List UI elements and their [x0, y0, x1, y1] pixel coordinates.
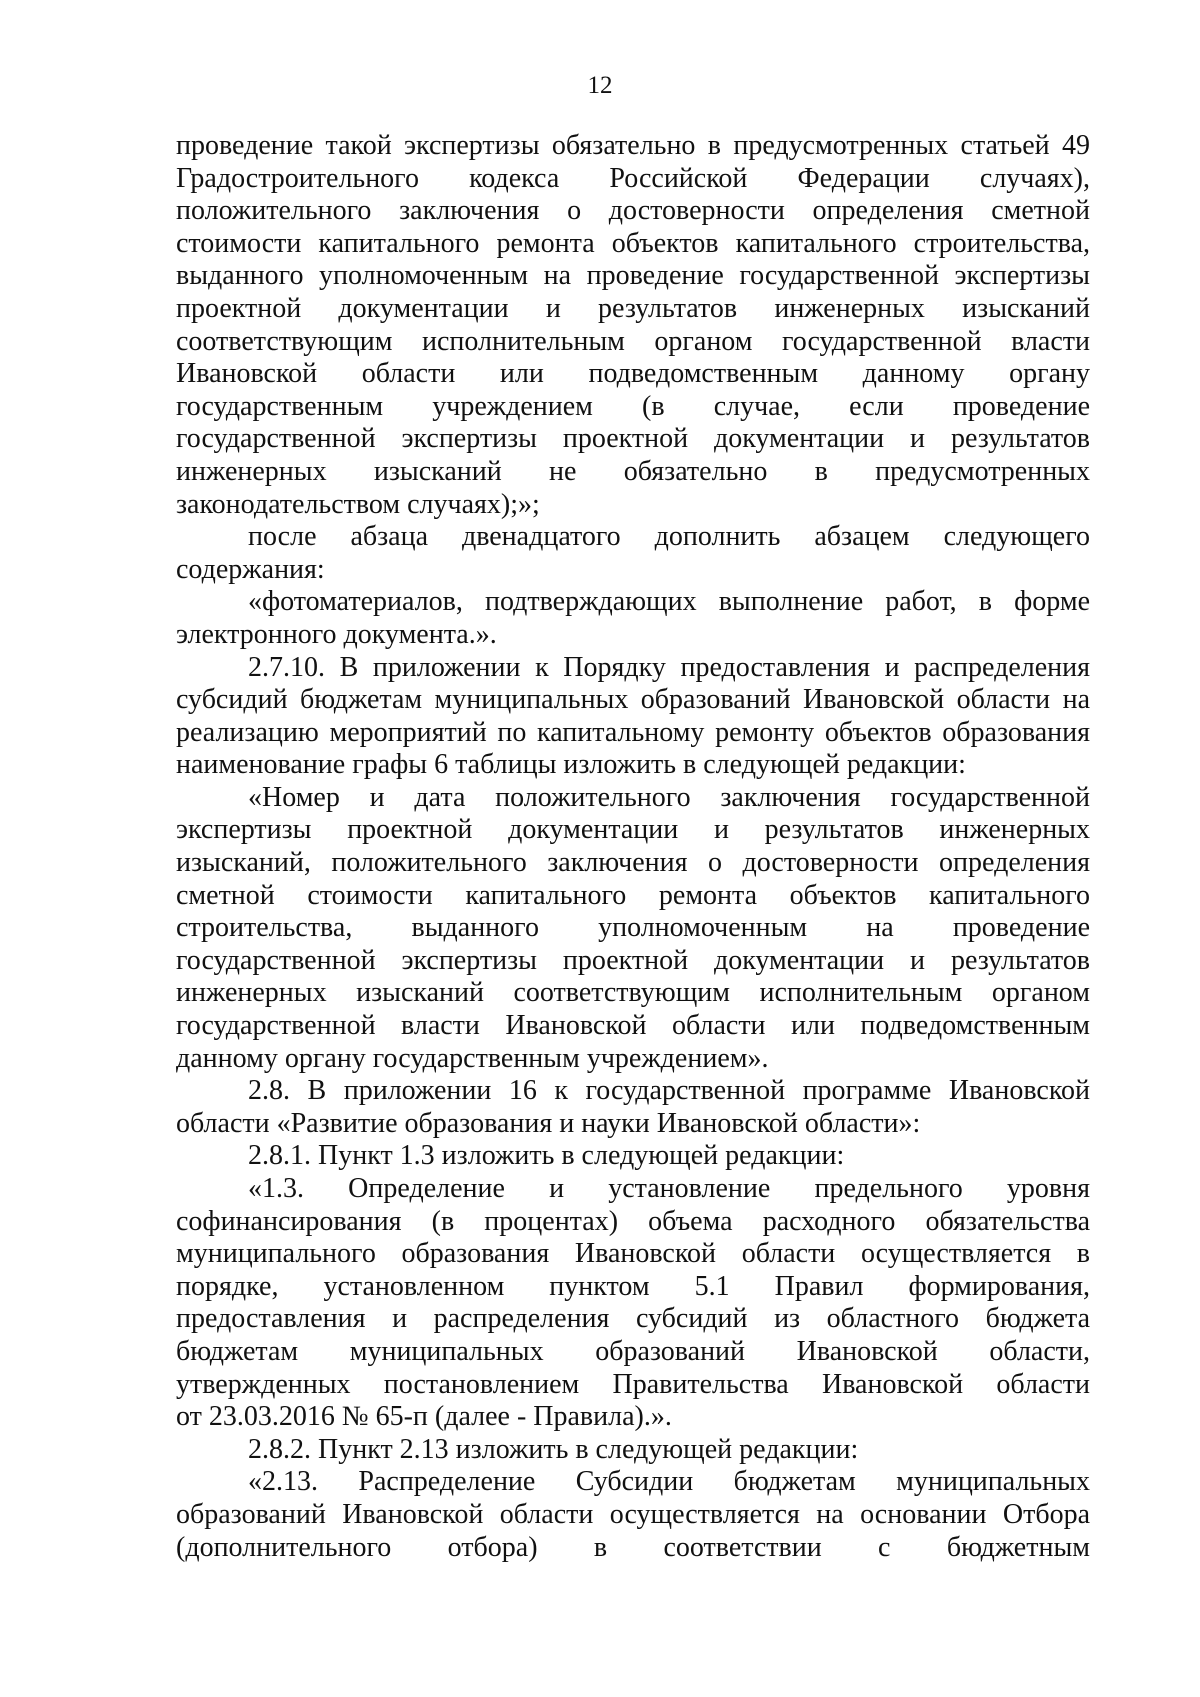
text-line: положительного заключения о достоверности определения сметной: [176, 195, 1090, 227]
text-line: субсидий бюджетам муниципальных образований Ивановской области на: [176, 684, 1090, 716]
text-line: порядке, установленном пунктом 5.1 Правил формирования,: [176, 1270, 1090, 1302]
text-line: Градостроительного кодекса Российской Федерации случаях),: [176, 162, 1090, 194]
text-line: (дополнительного отбора) в соответствии с бюджетным: [176, 1531, 1090, 1563]
text-line: муниципального образования Ивановской области осуществляется в: [176, 1238, 1090, 1270]
text-line: бюджетам муниципальных образований Ивановской области,: [176, 1335, 1090, 1367]
text-line: «фотоматериалов, подтверждающих выполнение работ, в форме: [248, 586, 1090, 618]
text-line: 2.8. В приложении 16 к государственной программе Ивановской: [248, 1075, 1090, 1107]
text-line: утвержденных постановлением Правительства Ивановской области: [176, 1368, 1090, 1400]
document-body: [176, 130, 1090, 1564]
text-line: образований Ивановской области осуществляется на основании Отбора: [176, 1498, 1090, 1530]
text-line: данному органу государственным учреждением».: [176, 1042, 769, 1074]
text-line: содержания:: [176, 553, 325, 585]
text-line: законодательством случаях);»;: [176, 488, 540, 520]
text-line: 2.8.2. Пункт 2.13 изложить в следующей редакции:: [248, 1433, 859, 1465]
text-line: сметной стоимости капитального ремонта объектов капитального: [176, 879, 1090, 911]
text-line: экспертизы проектной документации и результатов инженерных: [176, 814, 1090, 846]
text-line: предоставления и распределения субсидий из областного бюджета: [176, 1303, 1090, 1335]
text-line: проектной документации и результатов инженерных изысканий: [176, 292, 1090, 324]
text-line: государственной экспертизы проектной документации и результатов: [176, 423, 1090, 455]
text-line: реализацию мероприятий по капитальному ремонту объектов образования: [176, 716, 1090, 748]
text-line: электронного документа.».: [176, 618, 497, 650]
text-line: после абзаца двенадцатого дополнить абзацем следующего: [248, 521, 1090, 553]
text-line: государственной экспертизы проектной документации и результатов: [176, 944, 1090, 976]
text-line: софинансирования (в процентах) объема расходного обязательства: [176, 1205, 1090, 1237]
text-line: стоимости капитального ремонта объектов капитального строительства,: [176, 227, 1090, 259]
text-line: выданного уполномоченным на проведение государственной экспертизы: [176, 260, 1090, 292]
page-number: 12: [587, 72, 613, 99]
text-line: соответствующим исполнительным органом государственной власти: [176, 325, 1090, 357]
text-line: «Номер и дата положительного заключения государственной: [248, 781, 1090, 813]
text-line: «2.13. Распределение Субсидии бюджетам муниципальных: [248, 1466, 1090, 1498]
text-line: 2.7.10. В приложении к Порядку предоставления и распределения: [248, 651, 1090, 683]
text-line: наименование графы 6 таблицы изложить в следующей редакции:: [176, 749, 966, 781]
text-line: от 23.03.2016 № 65-п (далее - Правила).».: [176, 1401, 672, 1433]
text-line: государственной власти Ивановской области или подведомственным: [176, 1010, 1090, 1042]
text-line: строительства, выданного уполномоченным на проведение: [176, 912, 1090, 944]
text-line: Ивановской области или подведомственным данному органу: [176, 358, 1090, 390]
text-line: инженерных изысканий не обязательно в предусмотренных: [176, 455, 1090, 487]
text-line: «1.3. Определение и установление предельного уровня: [248, 1173, 1090, 1204]
text-line: инженерных изысканий соответствующим исполнительным органом: [176, 977, 1090, 1009]
text-line: 2.8.1. Пункт 1.3 изложить в следующей редакции:: [248, 1140, 845, 1172]
text-line: государственным учреждением (в случае, если проведение: [176, 390, 1090, 422]
text-line: проведение такой экспертизы обязательно в предусмотренных статьей 49: [176, 130, 1090, 161]
text-line: изысканий, положительного заключения о достоверности определения: [176, 847, 1090, 879]
text-line: области «Развитие образования и науки Ивановской области»:: [176, 1107, 921, 1139]
